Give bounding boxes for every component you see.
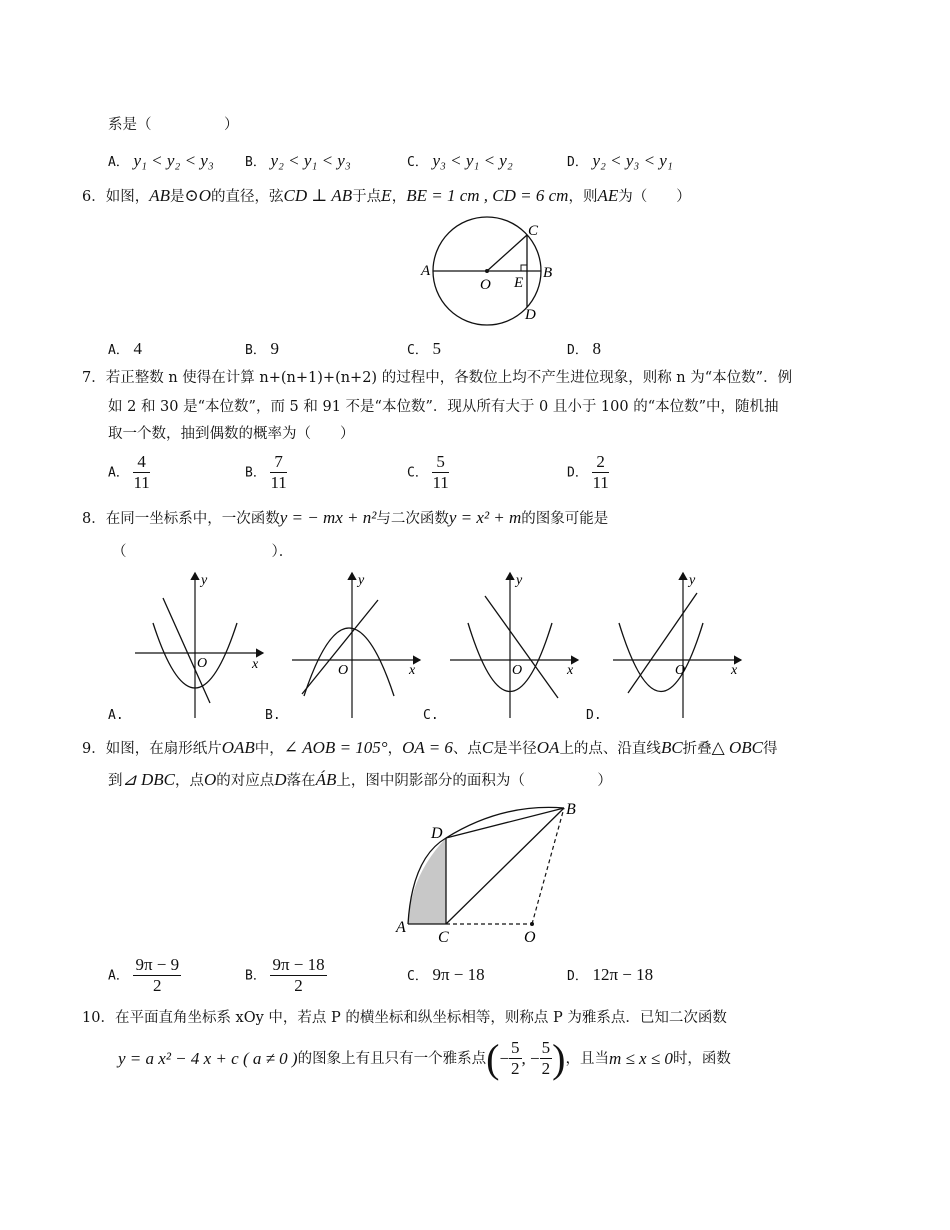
q7-line-1: 7．若正整数 n 使得在计算 n+(n+1)+(n+2) 的过程中，各数位上均不产生进位现象，则称 n 为“本位数”．例	[82, 370, 793, 386]
graph-b-line	[302, 600, 378, 694]
segment-ob	[532, 808, 564, 924]
center-point	[485, 269, 489, 273]
graph-a[interactable]	[135, 573, 263, 718]
q5-stem-tail: 系是（ ）	[108, 117, 239, 133]
q8-option-d[interactable]: D.	[586, 708, 602, 723]
q9-sector-figure	[392, 798, 587, 946]
q6-stem: 6．如图，AB是⊙O的直径，弦CD ⊥ AB于点E，BE = 1 cm , CD = 6 cm，则AE为（ ）	[82, 186, 691, 205]
svg-text:D: D	[431, 825, 443, 842]
svg-text:B: B	[566, 801, 576, 818]
svg-text:O: O	[524, 929, 536, 946]
label-c: C	[528, 223, 539, 239]
q6-option-b[interactable]: B． 9	[245, 339, 279, 358]
q6-option-c[interactable]: C． 5	[407, 339, 441, 358]
q7-line-3: 取一个数，抽到偶数的概率为（ ）	[108, 426, 355, 442]
svg-text:y: y	[358, 573, 365, 588]
q7-option-c[interactable]: C． $\frac{5}{11}$	[407, 452, 449, 492]
q7-option-d[interactable]: D． $\frac{2}{11}$	[567, 452, 609, 492]
q7-line-2: 如 2 和 30 是“本位数”，而 5 和 91 不是“本位数”．现从所有大于 0 且小于 100 的“本位数”中，随机抽	[108, 399, 779, 415]
q8-stem: 8．在同一坐标系中，一次函数y = − mx + n²与二次函数y = x² + m的图象可能是	[82, 508, 609, 527]
svg-text:x: x	[731, 663, 738, 678]
graph-a-line	[163, 598, 210, 703]
shaded-region	[408, 838, 446, 924]
q9-line-2: 到⊿ DBC，点O的对应点D落在ÁB上，图中阴影部分的面积为（ ）	[108, 770, 612, 789]
svg-text:O: O	[197, 656, 208, 671]
svg-text:y: y	[689, 573, 696, 588]
svg-text:A: A	[396, 919, 406, 936]
svg-text:y: y	[516, 573, 523, 588]
q8-blank: （ ）．	[112, 544, 294, 560]
q6-circle-figure	[415, 215, 560, 327]
q5-option-d[interactable]: D． y₂ < y₃ < y₁	[567, 151, 673, 170]
graph-b[interactable]	[292, 573, 420, 718]
label-d: D	[525, 307, 536, 323]
right-paren: )	[552, 1035, 566, 1081]
svg-text:x: x	[567, 663, 574, 678]
graph-d-line	[628, 593, 697, 693]
label-e: E	[514, 275, 524, 291]
q9-line-1: 9．如图，在扇形纸片OAB中，∠ AOB = 105°，OA = 6、点C是半径OA上的点、沿直线BC折叠△ OBC得	[82, 738, 778, 757]
q8-option-c[interactable]: C.	[423, 708, 439, 723]
q9-option-c[interactable]: C． 9π − 18	[407, 965, 485, 984]
q8-option-a[interactable]: A.	[108, 708, 124, 723]
q7-option-a[interactable]: A． $\frac{4}{11}$	[108, 452, 150, 492]
svg-text:O: O	[675, 663, 686, 678]
q9-option-a[interactable]: A． $\frac{9\pi - 9}{2}$	[108, 955, 180, 995]
svg-text:x: x	[409, 663, 416, 678]
label-a: A	[421, 263, 431, 279]
svg-text:O: O	[512, 663, 523, 678]
graph-c[interactable]	[450, 573, 578, 718]
svg-text:O: O	[338, 663, 349, 678]
label-o: O	[480, 277, 491, 293]
svg-text:C: C	[438, 929, 449, 946]
q6-option-a[interactable]: A． 4	[108, 339, 142, 358]
graph-d-parabola	[619, 623, 703, 692]
graph-d[interactable]	[613, 573, 741, 718]
label-b: B	[543, 265, 553, 281]
svg-text:x: x	[252, 657, 259, 672]
graph-b-parabola	[304, 628, 394, 696]
svg-text:y: y	[201, 573, 208, 588]
q10-line-2: y = a x² − 4 x + c ( a ≠ 0 ) 的图象上有且只有一个雅系点 ( − $\frac{5}{2}$ , − $\frac{5}{2}$ ) ，且当 m ≤ x ≤ 0 时，函数	[118, 1035, 731, 1081]
q10-line-1: 10．在平面直角坐标系 xOy 中，若点 P 的横坐标和纵坐标相等，则称点 P 为雅系点．已知二次函数	[82, 1010, 727, 1026]
q9-option-d[interactable]: D． 12π − 18	[567, 965, 654, 984]
segment-cb	[446, 808, 564, 924]
q8-option-b[interactable]: B.	[265, 708, 281, 723]
q8-graph-options	[125, 568, 765, 723]
left-paren: (	[486, 1035, 500, 1081]
q5-option-b[interactable]: B． y₂ < y₁ < y₃	[245, 151, 351, 170]
q5-option-a[interactable]: A． y₁ < y₂ < y₃	[108, 151, 214, 170]
q7-option-b[interactable]: B． $\frac{7}{11}$	[245, 452, 287, 492]
q9-option-b[interactable]: B． $\frac{9\pi - 18}{2}$	[245, 955, 325, 995]
point-o	[530, 922, 534, 926]
q6-option-d[interactable]: D． 8	[567, 339, 601, 358]
graph-c-line	[485, 596, 558, 698]
q5-option-c[interactable]: C． y₃ < y₁ < y₂	[407, 151, 513, 170]
right-angle-mark	[521, 265, 527, 271]
